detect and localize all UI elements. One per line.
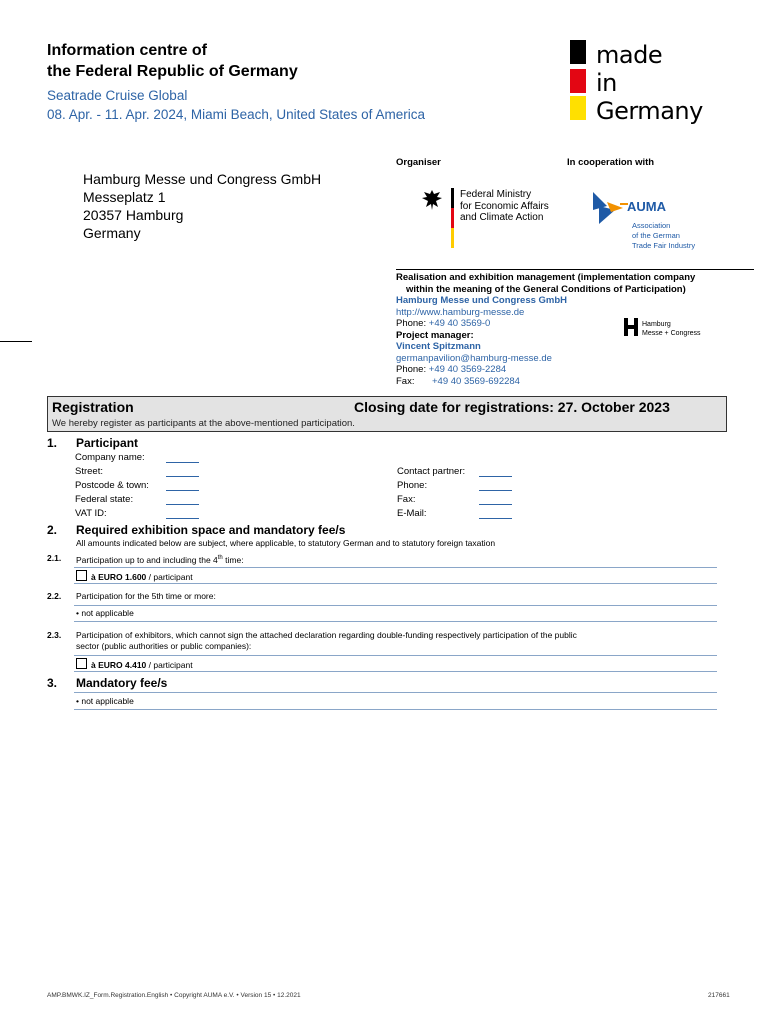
hamburg-messe-logo-icon [624,318,638,336]
s21-text-a: Participation up to and including the 4 [76,554,218,565]
s21-sup: th [217,555,223,561]
federal-eagle-icon [420,188,444,212]
auma-logo-icon [593,192,627,224]
section-2-1-text [76,553,244,566]
event-info [47,86,425,124]
realisation-block [396,272,756,387]
registration-title: Registration [52,399,134,415]
postcode-town-field[interactable] [166,490,199,491]
section-2-title: Required exhibition space and mandatory fee/s [76,523,346,537]
document-title [47,40,298,82]
fax-label: Fax: [397,494,416,505]
auma-line-1: Association [632,221,671,230]
pm-phone-label: Phone: [396,364,427,375]
price-2-3: à EURO 4.410 [91,660,147,670]
realisation-heading-2: within the meaning of the General Conditions of Participation) [406,283,686,295]
phone-field[interactable] [479,490,512,491]
address-line-1: Hamburg Messe und Congress GmbH [83,171,322,187]
flag-black-block [570,40,586,64]
flag-red-block [570,69,586,93]
section-3-value: • not applicable [76,696,134,706]
logo-word-germany: Germany [596,97,703,125]
phone-value[interactable]: +49 40 3569-0 [428,318,491,329]
unit-2-3: / participant [146,660,193,670]
row-divider [74,671,717,672]
address-line-3: 20357 Hamburg [83,207,184,223]
address-line-2: Messeplatz 1 [83,189,166,205]
pm-fax-row [396,376,756,388]
ministry-line-1: Federal Ministry [460,189,532,200]
pm-fax-value: +49 40 3569-692284 [432,375,520,387]
recipient-address [83,170,321,242]
logo-word-in: in [596,69,617,97]
auma-name: AUMA [627,199,666,214]
federal-state-field[interactable] [166,504,199,505]
contact-partner-label: Contact partner: [397,466,466,477]
title-line-2: the Federal Republic of Germany [47,63,298,80]
postcode-town-label: Postcode & town: [75,480,149,491]
s21-text-b: time: [222,554,244,565]
email-label: E-Mail: [397,508,427,519]
flag-gold-block [570,96,586,120]
phone-label: Phone: [396,318,427,329]
address-line-4: Germany [83,225,141,241]
logo-word-made: made [596,41,663,69]
row-divider [74,583,717,584]
row-divider [74,655,717,656]
section-2-2-text: Participation for the 5th time or more: [76,591,216,601]
auma-subtitle [632,221,695,251]
section-3-number: 3. [47,676,58,690]
section-2-1-number: 2.1. [47,553,62,563]
row-divider [74,567,717,568]
title-line-1: Information centre of [47,42,208,59]
registration-note: We hereby register as participants at the above-mentioned participation. [52,418,355,429]
street-field[interactable] [166,476,199,477]
pm-phone-value[interactable]: +49 40 3569-2284 [428,364,507,375]
section-2-number: 2. [47,523,58,537]
hm-logo-line-2: Messe + Congress [642,329,701,337]
checkbox-2-1[interactable] [76,570,87,581]
row-divider [74,621,717,622]
tax-note: All amounts indicated below are subject, where applicable, to statutory German and to statutory foreign taxation [76,538,496,548]
vat-id-field[interactable] [166,518,199,519]
realisation-company: Hamburg Messe und Congress GmbH [396,295,568,306]
unit-2-1: / participant [146,572,193,582]
pm-phone-row [396,364,756,376]
row-divider [74,692,717,693]
ministry-name [460,189,549,224]
row-divider [74,605,717,606]
realisation-website[interactable]: http://www.hamburg-messe.de [396,306,525,318]
section-3-title: Mandatory fee/s [76,676,168,690]
fax-field[interactable] [479,504,512,505]
section-2-3-number: 2.3. [47,630,62,640]
auma-line-3: Trade Fair Industry [632,241,696,250]
realisation-heading-1: Realisation and exhibition management (implementation company [396,272,696,283]
price-2-1: à EURO 1.600 [91,572,147,582]
row-divider [74,709,717,710]
s23-line-1: Participation of exhibitors, which cannot sign the attached declaration regarding double-funding respectively participation of the public [76,630,577,640]
section-1-title: Participant [76,436,139,450]
auma-line-2: of the German [632,231,680,240]
event-name: Seatrade Cruise Global [47,88,188,103]
organiser-label: Organiser [396,157,441,168]
email-field[interactable] [479,518,512,519]
realisation-phone-row [396,318,756,330]
ministry-line-3: and Climate Action [460,212,544,223]
closing-date: Closing date for registrations: 27. October 2023 [354,399,670,415]
pm-fax-label: Fax: [396,375,415,387]
section-2-2-value: • not applicable [76,608,134,618]
project-manager-email[interactable]: germanpavilion@hamburg-messe.de [396,352,552,364]
hamburg-messe-logo-text [642,321,701,338]
footer-copyright: AMP.BMWK.IZ_Form.Registration.English • Copyright AUMA e.V. • Version 15 • 12.2021 [47,992,301,999]
hm-logo-line-1: Hamburg [642,321,671,328]
registration-box [47,396,727,432]
section-2-3-text [76,630,736,652]
contact-partner-field[interactable] [479,476,512,477]
project-manager-name: Vincent Spitzmann [396,341,481,352]
phone-label: Phone: [397,480,428,491]
section-1-number: 1. [47,436,58,450]
cooperation-label: In cooperation with [567,157,655,168]
option-2-3[interactable] [76,658,193,671]
checkbox-2-3[interactable] [76,658,87,669]
vat-id-label: VAT ID: [75,508,107,519]
ministry-flag-bar [451,188,454,248]
company-name-label: Company name: [75,452,145,463]
realisation-divider [396,269,754,270]
option-2-1[interactable] [76,570,193,583]
street-label: Street: [75,466,103,477]
ministry-line-2: for Economic Affairs [460,200,549,212]
section-2-2-number: 2.2. [47,591,62,601]
project-manager-label: Project manager: [396,329,474,341]
fold-mark [0,341,32,342]
footer-form-number: 217661 [708,992,730,999]
s23-line-2: sector (public authorities or public companies): [76,641,252,651]
company-name-field[interactable] [166,462,199,463]
federal-state-label: Federal state: [75,494,134,505]
event-dates: 08. Apr. - 11. Apr. 2024, Miami Beach, United States of America [47,107,425,122]
auma-accent-line [620,203,628,205]
